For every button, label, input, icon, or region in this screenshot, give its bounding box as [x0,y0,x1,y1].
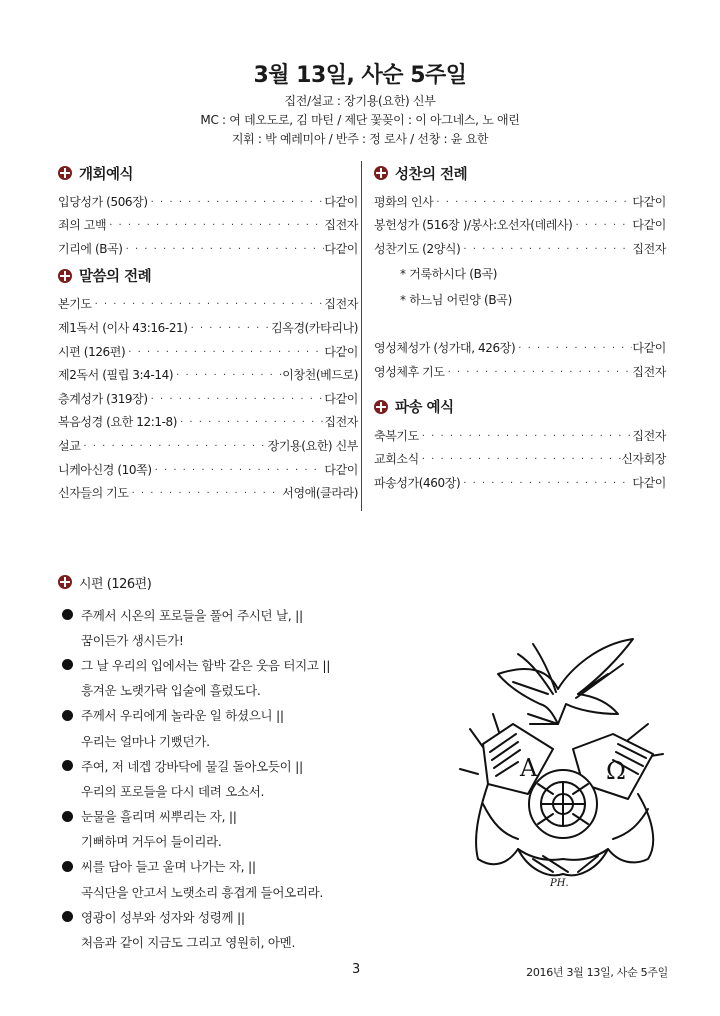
psalm-verse-lead [58,854,478,879]
bullet-icon [62,659,73,670]
psalm-verse-text: 그 날 우리의 입에서는 함박 같은 웃음 터지고 || [81,657,331,673]
psalm-verse-text: 주께서 우리에게 놀라운 일 하셨으니 || [81,708,284,724]
credits-celebrant: 집전/설교 : 장기용(요한) 신부 [284,94,436,108]
order-item-name: 본기도 [58,297,92,312]
order-item-role: 신자회장 [621,452,666,467]
order-item-name: 성찬기도 (2양식) [374,241,461,256]
order-item-name: 기리에 (B곡) [58,241,123,256]
order-row [374,444,666,468]
order-row [58,312,358,336]
psalm-title: 시편 (126편) [79,576,152,592]
order-item-name: 설교 [58,438,81,453]
bullet-icon [62,710,73,721]
order-item-name: 영성체성가 (성가대, 426장) [374,341,516,356]
credits [0,92,720,149]
dismissal-rows [374,420,666,491]
alpha-letter: A [520,754,538,782]
psalm-verse-response: 처음과 같이 지금도 그리고 영원히, 아멘. [81,935,296,951]
order-row [58,478,358,502]
order-item-role: 다같이 [632,475,666,490]
order-item-name: 영성체후 기도 [374,364,445,379]
leader-dots [419,453,621,467]
order-row [58,430,358,454]
psalm-verse-lead [58,652,478,677]
leader-dots [460,243,632,257]
order-row [58,289,358,313]
psalm-verse-lead [58,804,478,829]
liturgy-illustration [458,634,670,896]
order-item-role: 다같이 [324,462,358,477]
leader-dots [445,366,633,380]
psalm-verse-text: 주께서 시온의 포로들을 풀어 주시던 날, || [81,607,303,623]
leader-dots [572,219,632,233]
order-row [58,360,358,384]
section-word [58,263,358,289]
order-row [58,336,358,360]
page-title: 3월 13일, 사순 5주일 [253,63,467,88]
leader-dots [173,369,282,383]
order-item-role: 김옥경(카타리나) [271,320,358,335]
order-row [58,233,358,257]
section-dismissal [374,394,666,420]
section-opening [58,160,358,186]
order-item-role: 다같이 [324,344,358,359]
leader-dots [148,393,325,407]
order-row [374,333,666,357]
eucharist-sub-item: * 하느님 어린양 (B곡) [400,293,512,308]
column-divider [361,161,362,511]
section-heading: 말씀의 전례 [79,269,152,286]
bullet-icon [62,811,73,822]
leader-dots [515,342,632,356]
psalm-verse-response: 기뻐하며 거두어 들이리라. [81,834,222,850]
eucharist-sub-item: * 거룩하시다 (B곡) [400,267,498,282]
eucharist-rows [374,186,666,257]
order-row [58,407,358,431]
order-item-role: 장기용(요한) 신부 [267,438,358,453]
artist-signature: PH. [550,878,569,889]
psalm-verse-response: 곡식단을 안고서 노랫소리 흥겹게 들어오리라. [81,884,324,900]
psalm-verse-response: 흥겨운 노랫가락 입술에 흘렀도다. [81,683,261,699]
psalm-verse-response: 우리의 포로들을 다시 데려 오소서. [81,783,265,799]
psalm-section [58,572,478,955]
order-item-role: 다같이 [632,194,666,209]
order-row [374,210,666,234]
psalm-verse-text: 눈물을 흘리며 씨뿌리는 자, || [81,809,237,825]
psalm-verse-text: 씨를 담아 들고 울며 나가는 자, || [81,859,256,875]
leader-dots [123,243,325,257]
order-item-role: 집전자 [324,218,358,233]
section-heading: 성찬의 전례 [395,166,468,183]
order-row [374,233,666,257]
cross-icon [58,269,72,283]
psalm-verse-response: 꿈이든가 생시든가! [81,632,184,648]
leader-dots [419,430,633,444]
order-item-name: 시편 (126편) [58,344,126,359]
psalm-verse-lead [58,904,478,929]
order-item-name: 파송성가(460장) [374,475,461,490]
order-item-name: 복음성경 (요한 12:1-8) [58,415,178,430]
order-item-role: 다같이 [324,241,358,256]
order-row [58,186,358,210]
order-item-name: 죄의 고백 [58,218,107,233]
word-rows [58,289,358,501]
bullet-icon [62,861,73,872]
psalm-verse-text: 주여, 저 네겝 강바닥에 물길 돌아오듯이 || [81,758,303,774]
section-heading: 파송 예식 [395,400,454,417]
credits-mc: MC : 여 데오도로, 김 마틴 / 제단 꽃꽂이 : 이 아그네스, 노 애린 [200,113,520,127]
order-item-role: 이창천(베드로) [282,368,358,383]
right-column [374,160,666,491]
order-item-role: 집전자 [632,364,666,379]
psalm-verse-response: 우리는 얼마나 기뻤던가. [81,733,210,749]
cross-icon [374,400,388,414]
order-item-role: 다같이 [632,218,666,233]
order-item-role: 집전자 [632,428,666,443]
leader-dots [106,219,324,233]
psalm-verse-text: 영광이 성부와 성자와 성령께 || [81,909,245,925]
order-item-role: 집전자 [324,415,358,430]
bullet-icon [62,609,73,620]
order-item-role: 다같이 [324,194,358,209]
order-row [58,454,358,478]
order-row [374,186,666,210]
order-item-role: 다같이 [324,391,358,406]
order-row [374,420,666,444]
bullet-icon [62,760,73,771]
psalm-verse-lead [58,753,478,778]
leader-dots [92,298,325,312]
opening-rows [58,186,358,257]
order-row [58,210,358,234]
order-item-name: 제2독서 (필립 3:4-14) [58,368,174,383]
order-item-name: 교회소식 [374,452,419,467]
order-item-role: 집전자 [632,241,666,256]
cross-icon [58,575,72,589]
eucharist-rows-2 [374,333,666,380]
leader-dots [433,196,632,210]
leader-dots [188,322,272,336]
order-item-name: 축복기도 [374,428,419,443]
order-row [58,383,358,407]
order-item-role: 집전자 [324,297,358,312]
order-item-role: 서영애(클라라) [282,486,358,501]
psalm-verse-lead [58,602,478,627]
cross-icon [374,166,388,180]
psalm-heading [58,572,478,592]
order-row [374,467,666,491]
leader-dots [80,440,267,454]
leader-dots [177,416,324,430]
leader-dots [148,196,325,210]
order-item-role: 다같이 [632,341,666,356]
order-item-name: 제1독서 (이사 43:16-21) [58,320,188,335]
leader-dots [125,346,324,360]
left-column [58,160,358,501]
leader-dots [460,477,632,491]
psalm-verse-lead [58,703,478,728]
order-item-name: 봉헌성가 (516장 )/봉사:오선자(데레사) [374,218,573,233]
order-item-name: 니케아신경 (10쪽) [58,462,152,477]
page-number: 3 [352,962,361,977]
section-eucharist [374,160,666,186]
order-item-name: 신자들의 기도 [58,486,129,501]
omega-letter: Ω [606,757,626,785]
footer-date: 2016년 3월 13일, 사순 5주일 [526,966,668,979]
cross-icon [58,166,72,180]
leader-dots [129,487,283,501]
order-item-name: 층계성가 (319장) [58,391,148,406]
order-item-name: 입당성가 (506장) [58,194,148,209]
section-heading: 개회예식 [79,166,134,183]
order-row [374,356,666,380]
psalm-verses [58,602,478,955]
order-item-name: 평화의 인사 [374,194,434,209]
credits-music: 지휘 : 박 예레미아 / 반주 : 정 로사 / 선창 : 윤 요한 [231,132,489,146]
bullet-icon [62,911,73,922]
leader-dots [152,464,325,478]
